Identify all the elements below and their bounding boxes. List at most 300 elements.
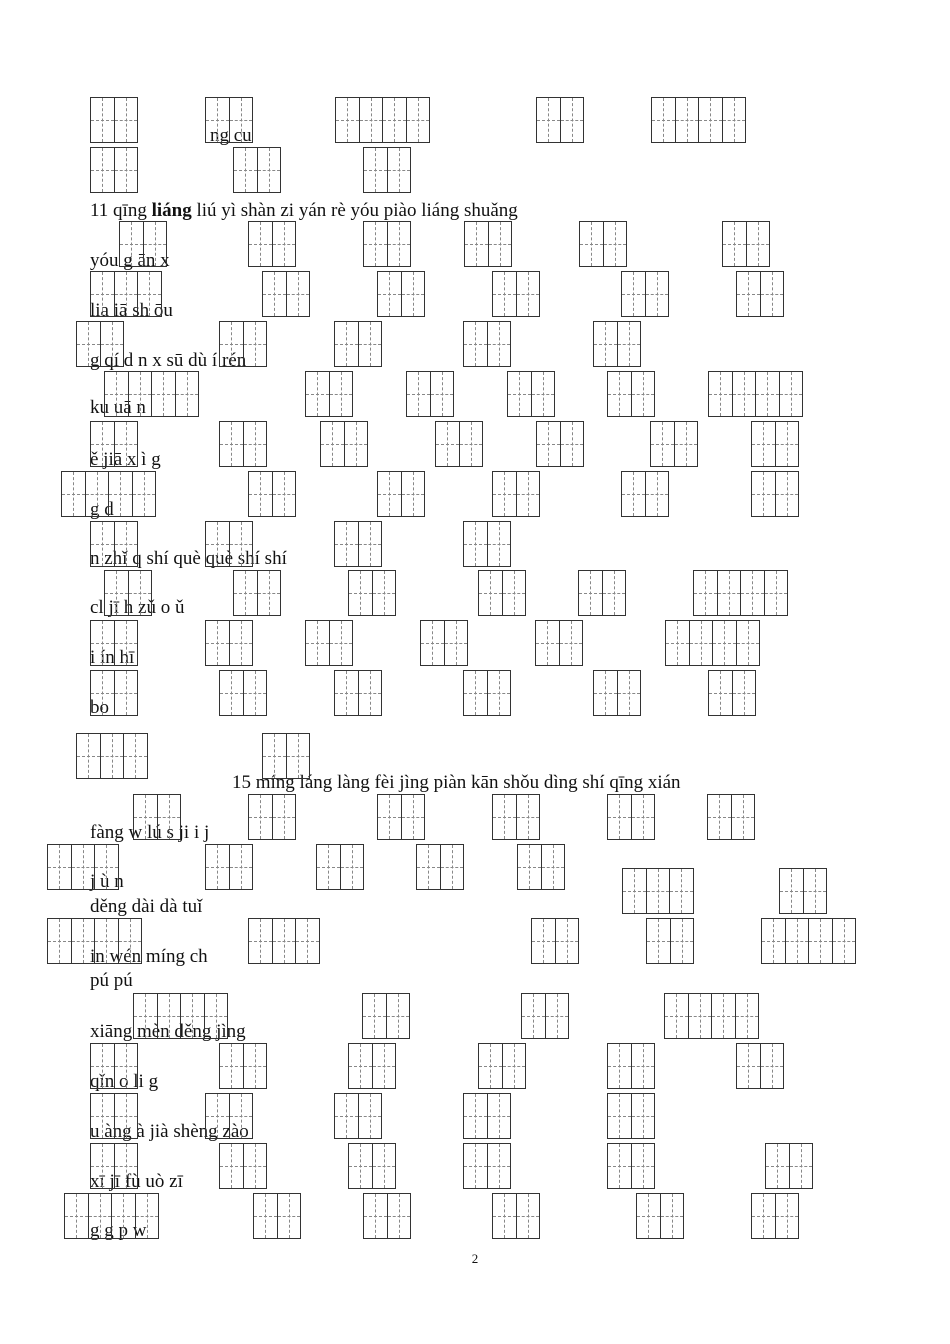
writing-box-51[interactable]	[348, 570, 396, 616]
tian-grid-cell[interactable]	[364, 1194, 388, 1238]
tian-grid-cell[interactable]	[670, 869, 693, 913]
tian-grid-cell[interactable]	[761, 272, 784, 316]
tian-grid-cell[interactable]	[112, 1194, 136, 1238]
tian-grid-cell[interactable]	[489, 222, 512, 266]
tian-grid-cell[interactable]	[330, 621, 353, 665]
writing-box-14[interactable]	[722, 221, 770, 267]
tian-grid-cell[interactable]	[776, 472, 799, 516]
writing-box-22[interactable]	[219, 321, 267, 367]
tian-grid-cell[interactable]	[407, 372, 431, 416]
tian-grid-cell[interactable]	[158, 994, 182, 1038]
writing-box-87[interactable]	[133, 993, 228, 1039]
tian-grid-cell[interactable]	[273, 795, 296, 839]
tian-grid-cell[interactable]	[249, 795, 273, 839]
tian-grid-cell[interactable]	[493, 1194, 517, 1238]
tian-grid-cell[interactable]	[488, 522, 511, 566]
tian-grid-cell[interactable]	[508, 372, 532, 416]
tian-grid-cell[interactable]	[622, 472, 646, 516]
tian-grid-cell[interactable]	[804, 869, 827, 913]
writing-box-34[interactable]	[320, 421, 368, 467]
tian-grid-cell[interactable]	[306, 372, 330, 416]
writing-box-73[interactable]	[607, 794, 655, 840]
writing-box-17[interactable]	[377, 271, 425, 317]
writing-box-33[interactable]	[219, 421, 267, 467]
tian-grid-cell[interactable]	[48, 919, 72, 963]
writing-box-19[interactable]	[621, 271, 669, 317]
tian-grid-cell[interactable]	[258, 148, 281, 192]
writing-box-94[interactable]	[478, 1043, 526, 1089]
tian-grid-cell[interactable]	[786, 919, 810, 963]
tian-grid-cell[interactable]	[287, 734, 310, 778]
tian-grid-cell[interactable]	[254, 1194, 278, 1238]
writing-box-38[interactable]	[751, 421, 799, 467]
tian-grid-cell[interactable]	[335, 322, 359, 366]
tian-grid-cell[interactable]	[244, 422, 267, 466]
writing-box-108[interactable]	[64, 1193, 159, 1239]
writing-box-3[interactable]	[335, 97, 430, 143]
writing-box-96[interactable]	[736, 1043, 784, 1089]
tian-grid-cell[interactable]	[488, 671, 511, 715]
writing-box-99[interactable]	[334, 1093, 382, 1139]
tian-grid-cell[interactable]	[124, 734, 147, 778]
writing-box-31[interactable]	[708, 371, 803, 417]
tian-grid-cell[interactable]	[158, 795, 181, 839]
tian-grid-cell[interactable]	[115, 1044, 138, 1088]
writing-box-36[interactable]	[536, 421, 584, 467]
tian-grid-cell[interactable]	[263, 734, 287, 778]
tian-grid-cell[interactable]	[138, 272, 161, 316]
writing-box-52[interactable]	[478, 570, 526, 616]
tian-grid-cell[interactable]	[517, 1194, 540, 1238]
writing-box-16[interactable]	[262, 271, 310, 317]
tian-grid-cell[interactable]	[622, 272, 646, 316]
tian-grid-cell[interactable]	[89, 1194, 113, 1238]
tian-grid-cell[interactable]	[532, 919, 556, 963]
writing-box-44[interactable]	[751, 471, 799, 517]
writing-box-68[interactable]	[262, 733, 310, 779]
tian-grid-cell[interactable]	[336, 98, 360, 142]
tian-grid-cell[interactable]	[517, 272, 540, 316]
tian-grid-cell[interactable]	[713, 621, 737, 665]
tian-grid-cell[interactable]	[206, 1094, 230, 1138]
writing-box-65[interactable]	[593, 670, 641, 716]
tian-grid-cell[interactable]	[560, 621, 583, 665]
tian-grid-cell[interactable]	[349, 1044, 373, 1088]
tian-grid-cell[interactable]	[632, 795, 655, 839]
writing-box-45[interactable]	[90, 521, 138, 567]
tian-grid-cell[interactable]	[833, 919, 856, 963]
tian-grid-cell[interactable]	[364, 148, 388, 192]
tian-grid-cell[interactable]	[709, 671, 733, 715]
tian-grid-cell[interactable]	[479, 1044, 503, 1088]
tian-grid-cell[interactable]	[464, 671, 488, 715]
writing-box-55[interactable]	[90, 620, 138, 666]
tian-grid-cell[interactable]	[220, 322, 244, 366]
tian-grid-cell[interactable]	[136, 1194, 159, 1238]
tian-grid-cell[interactable]	[273, 222, 296, 266]
tian-grid-cell[interactable]	[287, 272, 310, 316]
tian-grid-cell[interactable]	[723, 222, 747, 266]
writing-box-32[interactable]	[90, 421, 138, 467]
writing-box-60[interactable]	[665, 620, 760, 666]
writing-box-48[interactable]	[463, 521, 511, 567]
writing-box-26[interactable]	[104, 371, 199, 417]
tian-grid-cell[interactable]	[708, 795, 732, 839]
tian-grid-cell[interactable]	[608, 795, 632, 839]
writing-box-61[interactable]	[90, 670, 138, 716]
tian-grid-cell[interactable]	[360, 98, 384, 142]
writing-box-85[interactable]	[646, 918, 694, 964]
tian-grid-cell[interactable]	[594, 322, 618, 366]
tian-grid-cell[interactable]	[72, 919, 96, 963]
tian-grid-cell[interactable]	[134, 795, 158, 839]
writing-box-2[interactable]	[205, 97, 253, 146]
tian-grid-cell[interactable]	[493, 795, 517, 839]
writing-box-54[interactable]	[693, 570, 788, 616]
tian-grid-cell[interactable]	[732, 795, 755, 839]
writing-box-110[interactable]	[363, 1193, 411, 1239]
writing-box-103[interactable]	[219, 1143, 267, 1189]
tian-grid-cell[interactable]	[580, 222, 604, 266]
writing-box-42[interactable]	[492, 471, 540, 517]
tian-grid-cell[interactable]	[546, 994, 569, 1038]
writing-box-6[interactable]	[90, 147, 138, 193]
tian-grid-cell[interactable]	[387, 994, 410, 1038]
writing-box-35[interactable]	[435, 421, 483, 467]
tian-grid-cell[interactable]	[752, 422, 776, 466]
writing-box-29[interactable]	[507, 371, 555, 417]
tian-grid-cell[interactable]	[741, 571, 765, 615]
tian-grid-cell[interactable]	[306, 621, 330, 665]
tian-grid-cell[interactable]	[115, 1094, 138, 1138]
writing-box-10[interactable]	[248, 221, 296, 267]
writing-box-64[interactable]	[463, 670, 511, 716]
tian-grid-cell[interactable]	[388, 222, 411, 266]
tian-grid-cell[interactable]	[517, 472, 540, 516]
tian-grid-cell[interactable]	[91, 1094, 115, 1138]
tian-grid-cell[interactable]	[488, 322, 511, 366]
tian-grid-cell[interactable]	[152, 372, 176, 416]
writing-box-88[interactable]	[362, 993, 410, 1039]
tian-grid-cell[interactable]	[321, 422, 345, 466]
tian-grid-cell[interactable]	[402, 795, 425, 839]
tian-grid-cell[interactable]	[747, 222, 770, 266]
tian-grid-cell[interactable]	[378, 795, 402, 839]
tian-grid-cell[interactable]	[258, 571, 281, 615]
tian-grid-cell[interactable]	[431, 372, 454, 416]
tian-grid-cell[interactable]	[230, 522, 253, 566]
tian-grid-cell[interactable]	[77, 734, 101, 778]
tian-grid-cell[interactable]	[388, 1194, 411, 1238]
tian-grid-cell[interactable]	[737, 272, 761, 316]
tian-grid-cell[interactable]	[115, 422, 138, 466]
tian-grid-cell[interactable]	[383, 98, 407, 142]
writing-box-56[interactable]	[205, 620, 253, 666]
tian-grid-cell[interactable]	[632, 372, 655, 416]
tian-grid-cell[interactable]	[206, 845, 230, 889]
writing-box-83[interactable]	[248, 918, 320, 964]
tian-grid-cell[interactable]	[206, 98, 230, 142]
tian-grid-cell[interactable]	[91, 272, 115, 316]
tian-grid-cell[interactable]	[115, 522, 138, 566]
tian-grid-cell[interactable]	[518, 845, 542, 889]
tian-grid-cell[interactable]	[234, 148, 258, 192]
tian-grid-cell[interactable]	[537, 98, 561, 142]
tian-grid-cell[interactable]	[689, 994, 713, 1038]
tian-grid-cell[interactable]	[517, 795, 540, 839]
tian-grid-cell[interactable]	[709, 372, 733, 416]
tian-grid-cell[interactable]	[718, 571, 742, 615]
writing-box-102[interactable]	[90, 1143, 138, 1189]
tian-grid-cell[interactable]	[402, 272, 425, 316]
writing-box-109[interactable]	[253, 1193, 301, 1239]
tian-grid-cell[interactable]	[95, 845, 118, 889]
writing-box-77[interactable]	[316, 844, 364, 890]
tian-grid-cell[interactable]	[129, 372, 153, 416]
writing-box-78[interactable]	[416, 844, 464, 890]
tian-grid-cell[interactable]	[230, 845, 253, 889]
tian-grid-cell[interactable]	[752, 472, 776, 516]
writing-box-75[interactable]	[47, 844, 119, 890]
tian-grid-cell[interactable]	[776, 1194, 799, 1238]
tian-grid-cell[interactable]	[675, 422, 698, 466]
writing-box-18[interactable]	[492, 271, 540, 317]
writing-box-93[interactable]	[348, 1043, 396, 1089]
tian-grid-cell[interactable]	[765, 571, 788, 615]
tian-grid-cell[interactable]	[776, 422, 799, 466]
tian-grid-cell[interactable]	[762, 919, 786, 963]
writing-box-89[interactable]	[521, 993, 569, 1039]
writing-box-53[interactable]	[578, 570, 626, 616]
tian-grid-cell[interactable]	[608, 1044, 632, 1088]
tian-grid-cell[interactable]	[699, 98, 723, 142]
tian-grid-cell[interactable]	[632, 1144, 655, 1188]
writing-box-67[interactable]	[76, 733, 148, 779]
tian-grid-cell[interactable]	[345, 422, 368, 466]
tian-grid-cell[interactable]	[273, 919, 297, 963]
tian-grid-cell[interactable]	[77, 322, 101, 366]
writing-box-23[interactable]	[334, 321, 382, 367]
tian-grid-cell[interactable]	[694, 571, 718, 615]
writing-box-11[interactable]	[363, 221, 411, 267]
writing-box-9[interactable]	[119, 221, 167, 267]
writing-box-84[interactable]	[531, 918, 579, 964]
writing-box-70[interactable]	[248, 794, 296, 840]
tian-grid-cell[interactable]	[407, 98, 430, 142]
tian-grid-cell[interactable]	[756, 372, 780, 416]
tian-grid-cell[interactable]	[115, 98, 138, 142]
tian-grid-cell[interactable]	[335, 1094, 359, 1138]
writing-box-46[interactable]	[205, 521, 253, 567]
writing-box-21[interactable]	[76, 321, 124, 367]
tian-grid-cell[interactable]	[532, 372, 555, 416]
tian-grid-cell[interactable]	[105, 372, 129, 416]
tian-grid-cell[interactable]	[623, 869, 647, 913]
tian-grid-cell[interactable]	[134, 994, 158, 1038]
writing-box-4[interactable]	[536, 97, 584, 143]
tian-grid-cell[interactable]	[561, 98, 584, 142]
tian-grid-cell[interactable]	[373, 1144, 396, 1188]
writing-box-62[interactable]	[219, 670, 267, 716]
tian-grid-cell[interactable]	[737, 1044, 761, 1088]
tian-grid-cell[interactable]	[761, 1044, 784, 1088]
tian-grid-cell[interactable]	[579, 571, 603, 615]
tian-grid-cell[interactable]	[666, 621, 690, 665]
tian-grid-cell[interactable]	[363, 994, 387, 1038]
tian-grid-cell[interactable]	[733, 671, 756, 715]
tian-grid-cell[interactable]	[737, 621, 760, 665]
tian-grid-cell[interactable]	[206, 522, 230, 566]
tian-grid-cell[interactable]	[790, 1144, 813, 1188]
tian-grid-cell[interactable]	[608, 372, 632, 416]
tian-grid-cell[interactable]	[671, 919, 694, 963]
tian-grid-cell[interactable]	[445, 621, 468, 665]
writing-box-90[interactable]	[664, 993, 759, 1039]
tian-grid-cell[interactable]	[263, 272, 287, 316]
tian-grid-cell[interactable]	[90, 671, 115, 718]
tian-grid-cell[interactable]	[733, 372, 757, 416]
tian-grid-cell[interactable]	[665, 994, 689, 1038]
tian-grid-cell[interactable]	[244, 1044, 267, 1088]
writing-box-72[interactable]	[492, 794, 540, 840]
writing-box-58[interactable]	[420, 620, 468, 666]
tian-grid-cell[interactable]	[86, 472, 110, 516]
writing-box-92[interactable]	[219, 1043, 267, 1089]
writing-box-59[interactable]	[535, 620, 583, 666]
writing-box-39[interactable]	[61, 471, 156, 520]
tian-grid-cell[interactable]	[119, 919, 142, 963]
tian-grid-cell[interactable]	[637, 1194, 661, 1238]
tian-grid-cell[interactable]	[441, 845, 464, 889]
tian-grid-cell[interactable]	[206, 621, 230, 665]
tian-grid-cell[interactable]	[115, 148, 138, 192]
tian-grid-cell[interactable]	[542, 845, 565, 889]
writing-box-69[interactable]	[133, 794, 181, 840]
writing-box-40[interactable]	[248, 471, 296, 517]
tian-grid-cell[interactable]	[388, 148, 411, 192]
tian-grid-cell[interactable]	[230, 1094, 253, 1138]
tian-grid-cell[interactable]	[105, 571, 129, 615]
tian-grid-cell[interactable]	[91, 1044, 115, 1088]
tian-grid-cell[interactable]	[181, 994, 205, 1038]
tian-grid-cell[interactable]	[373, 571, 396, 615]
writing-box-95[interactable]	[607, 1043, 655, 1089]
tian-grid-cell[interactable]	[335, 671, 359, 715]
tian-grid-cell[interactable]	[91, 1144, 115, 1188]
writing-box-47[interactable]	[334, 521, 382, 567]
tian-grid-cell[interactable]	[101, 322, 124, 366]
writing-box-25[interactable]	[593, 321, 641, 367]
writing-box-49[interactable]	[104, 570, 152, 616]
tian-grid-cell[interactable]	[436, 422, 460, 466]
tian-grid-cell[interactable]	[230, 98, 253, 142]
tian-grid-cell[interactable]	[493, 272, 517, 316]
writing-box-86[interactable]	[761, 918, 856, 964]
tian-grid-cell[interactable]	[220, 422, 244, 466]
tian-grid-cell[interactable]	[349, 571, 373, 615]
writing-box-71[interactable]	[377, 794, 425, 840]
tian-grid-cell[interactable]	[421, 621, 445, 665]
tian-grid-cell[interactable]	[594, 671, 618, 715]
tian-grid-cell[interactable]	[632, 1044, 655, 1088]
writing-box-41[interactable]	[377, 471, 425, 517]
tian-grid-cell[interactable]	[378, 272, 402, 316]
tian-grid-cell[interactable]	[176, 372, 199, 416]
tian-grid-cell[interactable]	[359, 522, 382, 566]
writing-box-57[interactable]	[305, 620, 353, 666]
tian-grid-cell[interactable]	[493, 472, 517, 516]
tian-grid-cell[interactable]	[780, 372, 803, 416]
writing-box-98[interactable]	[205, 1093, 253, 1139]
writing-box-81[interactable]	[779, 868, 827, 914]
tian-grid-cell[interactable]	[296, 919, 319, 963]
tian-grid-cell[interactable]	[91, 522, 115, 566]
tian-grid-cell[interactable]	[220, 1044, 244, 1088]
writing-box-27[interactable]	[305, 371, 353, 417]
tian-grid-cell[interactable]	[373, 1044, 396, 1088]
writing-box-100[interactable]	[463, 1093, 511, 1139]
tian-grid-cell[interactable]	[736, 994, 759, 1038]
tian-grid-cell[interactable]	[646, 272, 669, 316]
tian-grid-cell[interactable]	[618, 322, 641, 366]
tian-grid-cell[interactable]	[556, 919, 579, 963]
writing-box-104[interactable]	[348, 1143, 396, 1189]
tian-grid-cell[interactable]	[234, 571, 258, 615]
tian-grid-cell[interactable]	[133, 472, 156, 516]
tian-grid-cell[interactable]	[676, 98, 700, 142]
writing-box-12[interactable]	[464, 221, 512, 267]
tian-grid-cell[interactable]	[766, 1144, 790, 1188]
tian-grid-cell[interactable]	[91, 422, 115, 466]
tian-grid-cell[interactable]	[652, 98, 676, 142]
tian-grid-cell[interactable]	[647, 869, 671, 913]
writing-box-28[interactable]	[406, 371, 454, 417]
tian-grid-cell[interactable]	[604, 222, 627, 266]
tian-grid-cell[interactable]	[129, 571, 152, 615]
writing-box-82[interactable]	[47, 918, 142, 964]
tian-grid-cell[interactable]	[335, 522, 359, 566]
tian-grid-cell[interactable]	[465, 222, 489, 266]
tian-grid-cell[interactable]	[618, 671, 641, 715]
tian-grid-cell[interactable]	[488, 1094, 511, 1138]
tian-grid-cell[interactable]	[522, 994, 546, 1038]
tian-grid-cell[interactable]	[608, 1094, 632, 1138]
tian-grid-cell[interactable]	[651, 422, 675, 466]
writing-box-13[interactable]	[579, 221, 627, 267]
tian-grid-cell[interactable]	[608, 1144, 632, 1188]
writing-box-1[interactable]	[90, 97, 138, 143]
writing-box-15[interactable]	[90, 271, 162, 317]
tian-grid-cell[interactable]	[115, 272, 139, 316]
writing-box-79[interactable]	[517, 844, 565, 890]
tian-grid-cell[interactable]	[537, 422, 561, 466]
writing-box-66[interactable]	[708, 670, 756, 716]
tian-grid-cell[interactable]	[91, 98, 115, 142]
writing-box-111[interactable]	[492, 1193, 540, 1239]
tian-grid-cell[interactable]	[115, 1144, 138, 1188]
tian-grid-cell[interactable]	[632, 1094, 655, 1138]
tian-grid-cell[interactable]	[561, 422, 584, 466]
tian-grid-cell[interactable]	[464, 522, 488, 566]
tian-grid-cell[interactable]	[464, 322, 488, 366]
tian-grid-cell[interactable]	[780, 869, 804, 913]
tian-grid-cell[interactable]	[95, 919, 119, 963]
tian-grid-cell[interactable]	[809, 919, 833, 963]
writing-box-63[interactable]	[334, 670, 382, 716]
tian-grid-cell[interactable]	[91, 621, 115, 665]
tian-grid-cell[interactable]	[690, 621, 714, 665]
tian-grid-cell[interactable]	[464, 1094, 488, 1138]
